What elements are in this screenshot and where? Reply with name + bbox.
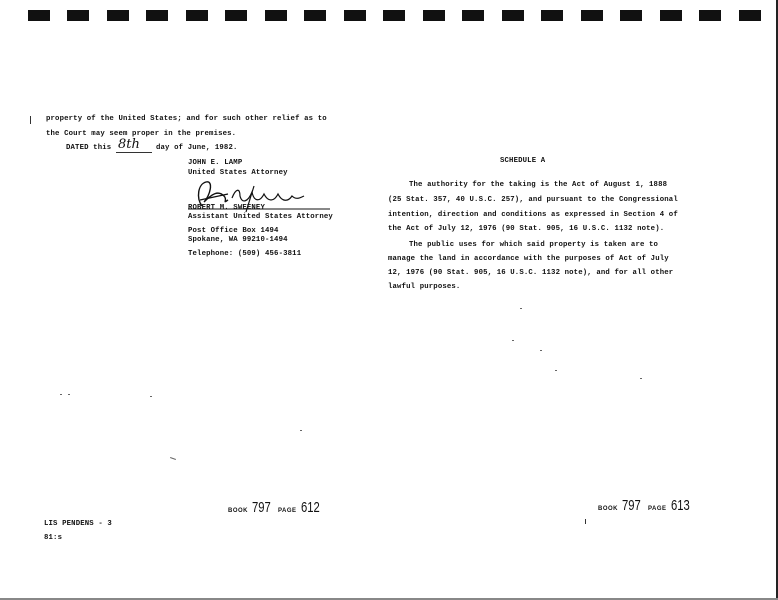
para2-line-2: manage the land in accordance with the purposes of Act of July — [388, 255, 669, 263]
address-line-1: Post Office Box 1494 — [188, 227, 279, 235]
dated-suffix: day of June, 1982. — [156, 144, 238, 152]
dated-day-handwritten: 8th — [118, 137, 140, 152]
margin-bar-mark — [30, 116, 31, 124]
dated-underline — [116, 152, 152, 153]
book-label: BOOK — [228, 508, 248, 514]
telephone: Telephone: (509) 456-3811 — [188, 250, 302, 258]
perforation-strip — [28, 10, 773, 24]
attorney-name: JOHN E. LAMP — [188, 159, 243, 167]
address-line-2: Spokane, WA 99210-1494 — [188, 236, 288, 244]
assistant-name: ROBERT M. SWEENEY — [188, 204, 265, 212]
footer-line-1: LIS PENDENS - 3 — [44, 520, 112, 528]
schedule-heading: SCHEDULE A — [500, 157, 546, 165]
book-label: BOOK — [598, 506, 618, 512]
para2-line-1: The public uses for which said property is taken are to — [409, 241, 659, 249]
assistant-title: Assistant United States Attorney — [188, 213, 333, 221]
dated-prefix: DATED this — [66, 144, 112, 152]
page-label: PAGE — [647, 506, 667, 512]
para2-line-3: 12, 1976 (90 Stat. 905, 16 U.S.C. 1132 note), and for all other — [388, 269, 674, 277]
para2-line-4: lawful purposes. — [388, 283, 461, 291]
footer-line-2: 81:s — [44, 534, 63, 542]
book-number: 797 — [622, 497, 642, 514]
para1-line-2: (25 Stat. 357, 40 U.S.C. 257), and pursuant to the Congressional — [388, 196, 678, 204]
body-line-2: the Court may seem proper in the premises. — [46, 130, 237, 138]
para1-line-3: intention, direction and conditions as expressed in Section 4 of — [388, 211, 678, 219]
attorney-title: United States Attorney — [188, 169, 288, 177]
page-label: PAGE — [277, 508, 297, 514]
page-number: 612 — [300, 499, 320, 516]
para1-line-1: The authority for the taking is the Act of August 1, 1888 — [409, 181, 668, 189]
para1-line-4: the Act of July 12, 1976 (90 Stat. 905, 16 U.S.C. 1132 note). — [388, 225, 665, 233]
book-page-stamp-left — [228, 499, 326, 517]
body-line-1: property of the United States; and for such other relief as to — [46, 115, 327, 123]
page-number: 613 — [670, 497, 690, 514]
book-number: 797 — [252, 499, 272, 516]
stray-mark — [585, 519, 586, 524]
book-page-stamp-right — [598, 497, 696, 515]
